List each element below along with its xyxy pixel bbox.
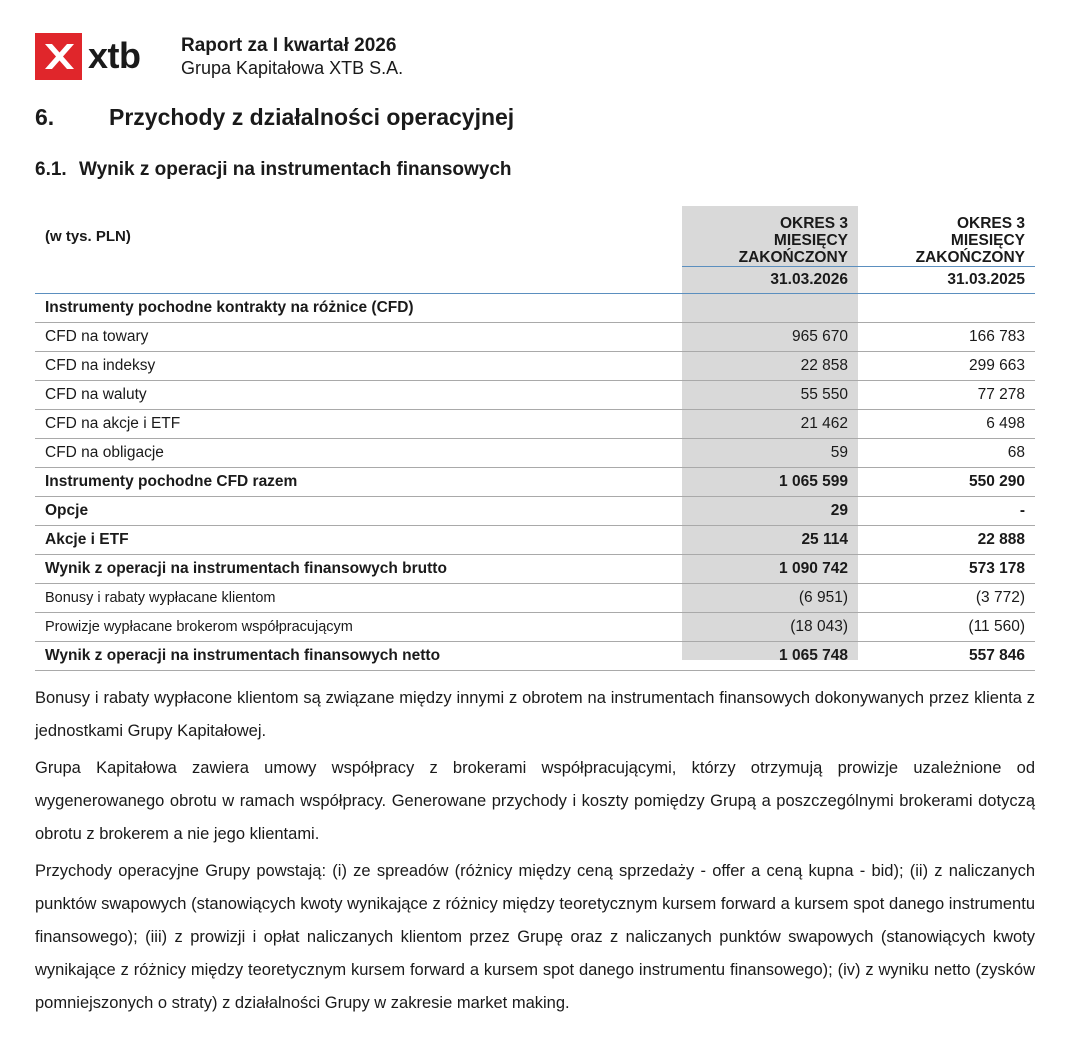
table-row [35,642,1035,671]
value-current: 29 [682,497,858,526]
value-current: 1 065 599 [682,468,858,497]
value-current: 25 114 [682,526,858,555]
value-current [682,294,858,323]
table-date-row [35,267,1035,294]
column-header-previous [858,206,1035,267]
row-label: Prowizje wypłacane brokerom współpracującym [35,613,682,642]
subsection-number: 6.1. [35,159,67,180]
table-header-row [35,206,1035,267]
row-label: Instrumenty pochodne CFD razem [35,468,682,497]
section-title: Przychody z działalności operacyjnej [109,104,515,130]
paragraph-bonuses: Bonusy i rabaty wypłacone klientom są związane między innymi z obrotem na instrumentach finansowych dokonywanych przez klienta z jednostkami Grupy Kapitałowej. [35,688,1035,740]
subsection-heading [35,159,512,181]
column-header-line: ZAKOŃCZONY [915,249,1025,266]
row-label: CFD na waluty [35,381,682,410]
brand-header [35,32,141,80]
value-previous: 166 783 [858,323,1035,352]
table-row [35,584,1035,613]
table-row [35,410,1035,439]
value-previous: 77 278 [858,381,1035,410]
value-previous: 573 178 [858,555,1035,584]
table-row [35,468,1035,497]
value-current: 22 858 [682,352,858,381]
subsection-title: Wynik z operacji na instrumentach finansowych [79,159,512,180]
table-row [35,613,1035,642]
column-date-current: 31.03.2026 [682,267,858,294]
table-row [35,323,1035,352]
value-previous [858,294,1035,323]
value-previous: (11 560) [858,613,1035,642]
paragraph-revenue-sources: Przychody operacyjne Grupy powstają: (i) ze spreadów (różnicy między ceną sprzedaży - offer a ceną kupna - bid); (ii) z naliczanych punktów swapowych (stanowiących kwoty wynikające z różnicy między teoretycznym kursem forward a kursem spot danego instrumentu finansowego); (iii) z prowizji i opłat naliczanych klientom przez Grupę oraz z naliczanych punktów swapowych (stanowiących kwoty wynikające z różnicy między teoretycznym kursem forward a kursem spot danego instrumentu finansowego); (iv) z wyniku netto (zysków pomniejszonych o straty) z działalności Grupy w zakresie market making. [35,861,1035,1012]
row-label: Wynik z operacji na instrumentach finansowych brutto [35,555,682,584]
table-row [35,439,1035,468]
table-row [35,497,1035,526]
value-previous: 299 663 [858,352,1035,381]
value-current: 55 550 [682,381,858,410]
column-date-previous: 31.03.2025 [858,267,1035,294]
row-label: CFD na indeksy [35,352,682,381]
section-heading [35,104,514,131]
xtb-logo-mark-icon [35,33,82,80]
row-label: CFD na towary [35,323,682,352]
table-row [35,294,1035,323]
column-header-line: OKRES 3 [779,215,848,232]
value-current: 965 670 [682,323,858,352]
xtb-logo-text: xtb [88,35,141,76]
table-row [35,352,1035,381]
column-header-current [682,206,858,267]
value-current: (18 043) [682,613,858,642]
value-previous: 22 888 [858,526,1035,555]
table-row [35,526,1035,555]
value-current: 1 090 742 [682,555,858,584]
report-company: Grupa Kapitałowa XTB S.A. [181,58,404,78]
value-current: 21 462 [682,410,858,439]
row-label: Wynik z operacji na instrumentach finansowych netto [35,642,682,671]
financial-table [35,206,1035,671]
row-label: Opcje [35,497,682,526]
column-header-line: ZAKOŃCZONY [738,249,848,266]
date-row-spacer [35,267,682,294]
value-previous: - [858,497,1035,526]
row-label: CFD na akcje i ETF [35,410,682,439]
row-label: Akcje i ETF [35,526,682,555]
column-header-line: OKRES 3 [956,215,1025,232]
value-previous: 6 498 [858,410,1035,439]
value-current: 1 065 748 [682,642,858,671]
unit-label: (w tys. PLN) [45,227,131,245]
report-title: Raport za I kwartał 2026 [181,35,397,56]
value-current: (6 951) [682,584,858,613]
xtb-logo [35,33,141,80]
column-header-line: MIESIĘCY [773,232,848,249]
value-previous: (3 772) [858,584,1035,613]
row-label: Bonusy i rabaty wypłacane klientom [35,584,682,613]
value-previous: 550 290 [858,468,1035,497]
column-header-line: MIESIĘCY [950,232,1025,249]
table-row [35,555,1035,584]
row-label: CFD na obligacje [35,439,682,468]
row-label: Instrumenty pochodne kontrakty na różnice (CFD) [35,294,682,323]
table-row [35,381,1035,410]
value-previous: 68 [858,439,1035,468]
value-current: 59 [682,439,858,468]
value-previous: 557 846 [858,642,1035,671]
section-number: 6. [35,104,55,130]
paragraph-brokers: Grupa Kapitałowa zawiera umowy współpracy z brokerami współpracującymi, którzy otrzymują prowizje uzależnione od wygenerowanego obrotu w ramach współpracy. Generowane przychody i koszty pomiędzy Grupą a poszczególnymi brokerami dotyczą obrotu z brokerem a nie jego klientami. [35,758,1035,843]
